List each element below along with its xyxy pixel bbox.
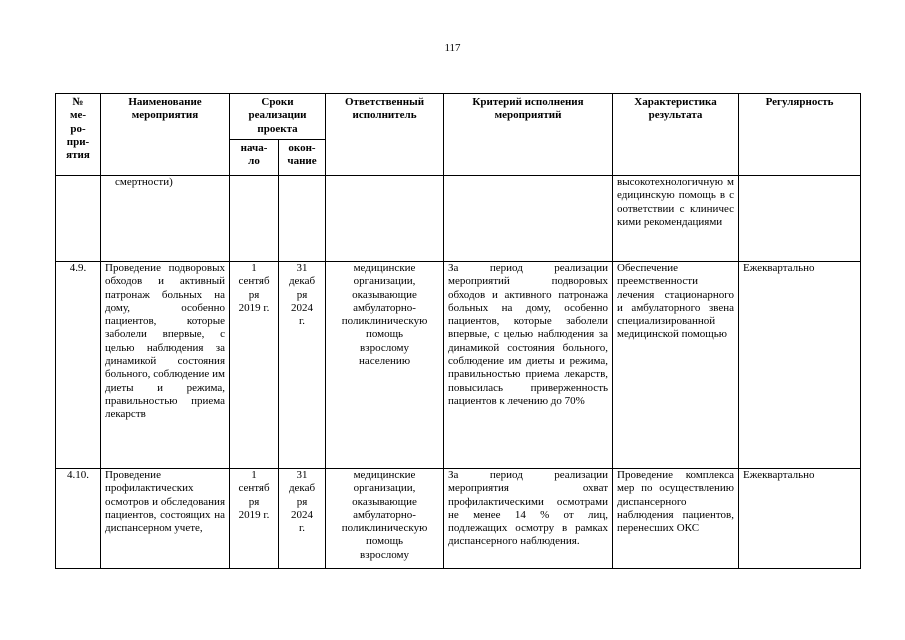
table-row <box>56 176 861 262</box>
cell-end: 31 декаб ря 2024 г. <box>279 262 326 469</box>
header-regularity: Регулярность <box>739 94 861 176</box>
cell-start: 1 сентяб ря 2019 г. <box>230 262 279 469</box>
cell-end <box>279 176 326 262</box>
cell-responsible: медицинские организации, оказывающие амбулаторно- поликлиническую помощь взрослому <box>326 469 444 569</box>
cell-criterion: За период реализации мероприятия охват профилактическими осмотрами не менее 14 % от лиц, подлежащих осмотру в рамках диспансерного наблюдения. <box>444 469 613 569</box>
cell-result: высокотехнологичную медицинскую помощь в соответствии с клиническими рекомендациями <box>613 176 739 262</box>
cell-name: Проведение подворовых обходов и активный патронаж больных на дому, особенно пациентов, которые заболели впервые, с целью наблюдения за динамикой состояния больного, соблюдение им диеты и режима, правильностью приема лекарств <box>101 262 230 469</box>
cell-result: Обеспечение преемственности лечения стационарного и амбулаторного звена специализированной медицинской помощью <box>613 262 739 469</box>
header-start: нача- ло <box>230 140 279 176</box>
header-responsible: Ответственный исполнитель <box>326 94 444 176</box>
header-name: Наименование мероприятия <box>101 94 230 176</box>
header-terms: Сроки реализации проекта <box>230 94 326 140</box>
cell-criterion: За период реализации мероприятий подворовых обходов и активного патронажа больных на дому, особенно пациентов, которые заболели впервые, с целью наблюдения за динамикой состояния больного, соблюдение им диеты и режима, правильностью приема лекарств, повысилась приверженность пациентов к лечению до 70% <box>444 262 613 469</box>
cell-responsible: медицинские организации, оказывающие амбулаторно- поликлиническую помощь взрослому населению <box>326 262 444 469</box>
cell-regularity: Ежеквартально <box>739 469 861 569</box>
cell-number: 4.10. <box>56 469 101 569</box>
header-criterion: Критерий исполнения мероприятий <box>444 94 613 176</box>
cell-name: Проведение профилактических осмотров и обследования пациентов, состоящих на диспансерном учете, <box>101 469 230 569</box>
table-row <box>56 469 861 569</box>
header-result: Характеристика результата <box>613 94 739 176</box>
cell-responsible <box>326 176 444 262</box>
cell-end: 31 декаб ря 2024 г. <box>279 469 326 569</box>
cell-number: 4.9. <box>56 262 101 469</box>
cell-number <box>56 176 101 262</box>
page-number: 117 <box>444 42 461 54</box>
cell-regularity <box>739 176 861 262</box>
table-row <box>56 262 861 469</box>
cell-regularity: Ежеквартально <box>739 262 861 469</box>
header-end: окон- чание <box>279 140 326 176</box>
cell-start: 1 сентяб ря 2019 г. <box>230 469 279 569</box>
cell-criterion <box>444 176 613 262</box>
cell-start <box>230 176 279 262</box>
table-header-row <box>56 94 861 140</box>
cell-name: смертности) <box>101 176 230 262</box>
activities-table <box>55 93 861 569</box>
cell-result: Проведение комплекса мер по осуществлению диспансерного наблюдения пациентов, перенесших ОКС <box>613 469 739 569</box>
header-number: № ме- ро- при- ятия <box>56 94 101 176</box>
